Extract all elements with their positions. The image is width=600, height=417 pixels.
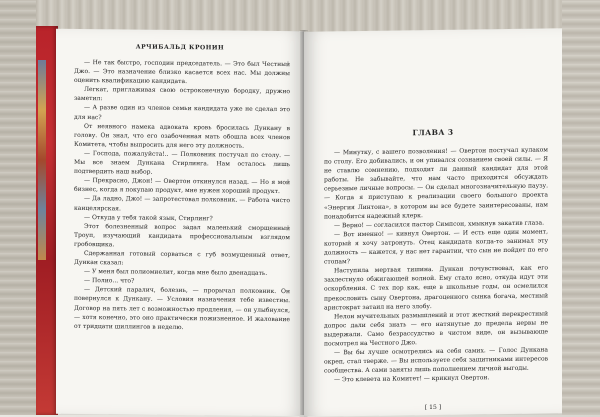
paragraph: — Да ладно, Джо! — запротестовал полковник. — Работа чисто канцелярская. <box>74 195 290 212</box>
paragraph: От неявного намека адвоката кровь бросилась Дункану в голову. Он знал, что его озабоченная мать обошла всех членов Комитета, чтобы выпросить для него эту должность. <box>74 122 290 150</box>
paragraph: — Верно! — согласился пастор Симпсон, хмыкнув закатив глаза. <box>334 219 545 230</box>
page-number: [ 15 ] <box>424 403 442 412</box>
paragraph: — Вы бы лучше осмотрелись на себя самих. — Голос Дункана окреп, стал тверже. — Вы используете себя защитниками интересов сообщества. А сами заняты лишь пополнением личной выгоды. <box>324 346 548 375</box>
paragraph: — Это клевета на Комитет! — крикнул Овертон. <box>334 374 490 384</box>
paragraph: Легкат, приглаживая свою остроконечную бородку, дружно заметил: <box>74 86 290 103</box>
paragraph: — Не так быстро, господин председатель. — Это был Честный Джо. — Это назначение близко касается всех нас. Мы должны оценить квалификацию кандидата. <box>74 58 290 86</box>
left-page <box>56 29 304 417</box>
table-surface-right <box>562 0 600 415</box>
paragraph: — Господа, пожалуйста!.. — Полковник постучал по столу. — Мы все знаем Дункана Стирлинга. Нам осталось лишь подтвердить наш выбор. <box>74 149 290 176</box>
paragraph: — Прекрасно, Джон! — Овертон откинулся назад. — Но я мой бизнес, когда я покупаю продукт, мне нужен хороший продукт. <box>74 177 290 196</box>
running-head: АРЧИБАЛЬД КРОНИН <box>135 43 225 52</box>
paragraph: — Откуда у тебя такой язык, Стирлинг? <box>84 213 213 222</box>
left-page-text <box>56 58 304 333</box>
paragraph: Наступила мертвая тишина. Дункан почувствовал, как его захлестнуло обжигающей волной. Ему стало ясно, откуда идут эти оскорбления. С тех пор как, еще в школьные годы, он осмелился прекословить сыну Овертона, драгоценного сынка богача, местный аристократ затаил на него злобу. <box>324 264 548 312</box>
book-cover-illustration <box>38 60 46 260</box>
right-page <box>304 28 562 417</box>
paragraph: — У меня был полиомиелит, когда мне было двенадцать. <box>84 268 268 278</box>
paragraph: Сдержанная готовый сорваться с губ возмущенный ответ, Дункан сказал: <box>74 249 290 267</box>
chapter-title: ГЛАВА 3 <box>412 127 454 138</box>
paragraph: — Вот именно! — кивнул Овертон. — И есть еще один момент, который я хочу затронуть. Отец кандидата когда-то занимал эту должность — кажется, у нас нет гарантии, что сын не пойдет по его стопам? <box>324 228 548 266</box>
paragraph: — Детский паралич, болезнь, — прорычал полковник. Он повернулся к Дункану. — Условия назначения тебе известны. Договор на пять лет с возможностью продления, — он улыбнулся, — хотя конечно, это оно практически пожизненное. И жалование от тридцати шиллингов в неделю. <box>74 286 290 331</box>
table-surface-left <box>0 0 36 415</box>
paragraph: — Минутку, с вашего позволения! — Овертон постучал кулаком по столу. Его добивались, и он упивался сознанием своей силы. — Я не ставлю сомнению, подходит ли данный кандидат для этой работы. Не забывайте, что нам часто приходится обсуждать серьезные личные вопросы. — Он сделал многозначительную паузу. — Когда я приступаю к реализации своего большого проекта «Энергия Линтона», в котором вы все будете заинтересованы, нам понадобится надежный клерк. <box>324 146 548 221</box>
paragraph: Этот болезненный вопрос задал маленький сморщенный Троуп, изучающий кандидата профессиональным взглядом гробовщика. <box>74 222 290 249</box>
right-page-text <box>304 145 562 385</box>
paragraph: — Полио... что? <box>84 277 135 285</box>
paragraph: — А разве один из членов семьи кандидата уже не сделал это для нас? <box>74 104 290 121</box>
paragraph: Нелон мучительных размышлений и этот жесткий перекрестный допрос дали себя знать — его натянутые до предела нервы не выдержали. Само безрассудство в чистом виде, он вызывающе посмотрел на Честного Джо. <box>324 310 548 348</box>
